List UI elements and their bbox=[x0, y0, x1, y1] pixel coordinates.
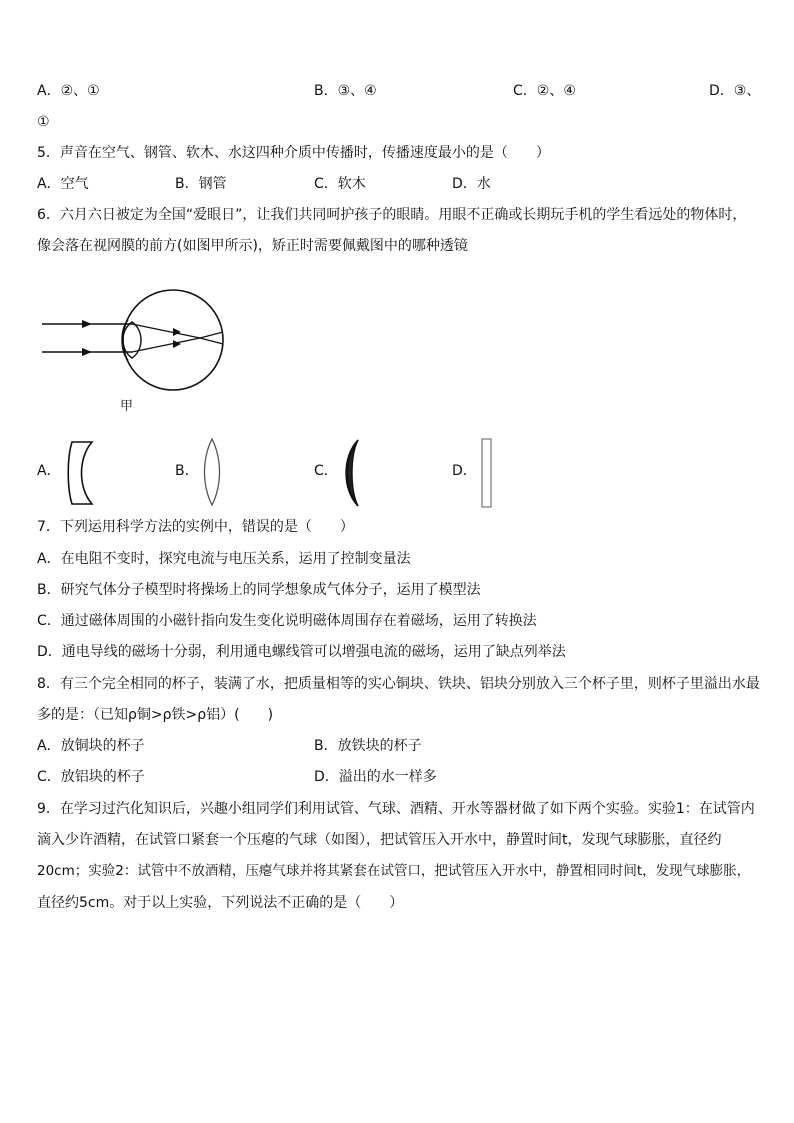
q9-line2: 滴入少许酒精，在试管口紧套一个压瘪的气球（如图），把试管压入开水中，静置时间t，发现气球膨胀，直径约 bbox=[37, 832, 722, 848]
q4-option-d-continued: ① bbox=[37, 114, 50, 130]
q7-option-d: D．通电导线的磁场十分弱，利用通电螺线管可以增强电流的磁场，运用了缺点列举法 bbox=[37, 644, 566, 660]
ray-arrow-top bbox=[173, 328, 181, 336]
q4-option-d: D．③、 bbox=[709, 83, 761, 99]
crescent-lens-icon bbox=[338, 438, 366, 508]
q5-option-c: C．软木 bbox=[314, 176, 366, 192]
ray-arrow-bottom bbox=[173, 340, 181, 348]
q5-option-b: B．钢管 bbox=[175, 176, 227, 192]
q8-option-a: A．放铜块的杯子 bbox=[37, 738, 145, 754]
q4-option-c: C．②、④ bbox=[513, 83, 576, 99]
q5-option-d: D．水 bbox=[452, 176, 491, 192]
refracted-ray-top bbox=[132, 324, 200, 338]
q5-option-a: A．空气 bbox=[37, 176, 89, 192]
q9-line1: 9．在学习过汽化知识后，兴趣小组同学们利用试管、气球、酒精、开水等器材做了如下两个实验。实验1：在试管内 bbox=[37, 801, 755, 817]
q8-option-b: B．放铁块的杯子 bbox=[314, 738, 422, 754]
convex-lens-icon bbox=[200, 437, 224, 507]
q9-line4: 直径约5cm。对于以上实验，下列说法不正确的是（ ） bbox=[37, 895, 404, 911]
q9-line3: 20cm；实验2：试管中不放酒精，压瘪气球并将其紧套在试管口，把试管压入开水中，静置相同时间t，发现气球膨胀， bbox=[37, 863, 751, 879]
eye-diagram bbox=[40, 280, 240, 400]
q4-option-b: B．③、④ bbox=[314, 83, 377, 99]
q7-option-b: B．研究气体分子模型时将操场上的同学想象成气体分子，运用了模型法 bbox=[37, 582, 481, 598]
q6-option-b-label: B． bbox=[175, 463, 199, 479]
refracted-ray-bottom bbox=[132, 338, 200, 352]
arrow-head-top bbox=[82, 320, 92, 328]
q4-option-a: A．②、① bbox=[37, 83, 100, 99]
q5-stem: 5．声音在空气、钢管、软木、水这四种介质中传播时，传播速度最小的是（ ） bbox=[37, 145, 550, 161]
diverging-ray-bottom bbox=[200, 338, 223, 344]
q6-option-c-label: C． bbox=[314, 463, 338, 479]
flat-glass-plate-icon bbox=[480, 437, 494, 509]
q8-option-c: C．放铝块的杯子 bbox=[37, 769, 145, 785]
q6-option-a-label: A． bbox=[37, 463, 61, 479]
q7-stem: 7．下列运用科学方法的实例中，错误的是（ ） bbox=[37, 519, 354, 535]
q8-option-d: D．溢出的水一样多 bbox=[314, 769, 437, 785]
concave-meniscus-lens-icon bbox=[66, 440, 106, 506]
q8-stem-line2: 多的是：（已知ρ铜>ρ铁>ρ铝）( ) bbox=[37, 707, 274, 723]
diverging-ray-top bbox=[200, 332, 223, 338]
figure-label: 甲 bbox=[120, 399, 134, 414]
arrow-head-bottom bbox=[82, 348, 92, 356]
q7-option-a: A．在电阻不变时，探究电流与电压关系，运用了控制变量法 bbox=[37, 551, 411, 567]
q8-stem-line1: 8．有三个完全相同的杯子，装满了水，把质量相等的实心铜块、铁块、铝块分别放入三个杯子里，则杯子里溢出水最 bbox=[37, 676, 760, 692]
q6-stem-line2: 像会落在视网膜的前方(如图甲所示)，矫正时需要佩戴图中的哪种透镜 bbox=[37, 238, 468, 254]
q7-option-c: C．通过磁体周围的小磁针指向发生变化说明磁体周围存在着磁场，运用了转换法 bbox=[37, 613, 537, 629]
q6-stem-line1: 6．六月六日被定为全国“爱眼日”，让我们共同呵护孩子的眼睛。用眼不正确或长期玩手机的学生看远处的物体时， bbox=[37, 207, 747, 223]
q6-option-d-label: D． bbox=[452, 463, 477, 479]
